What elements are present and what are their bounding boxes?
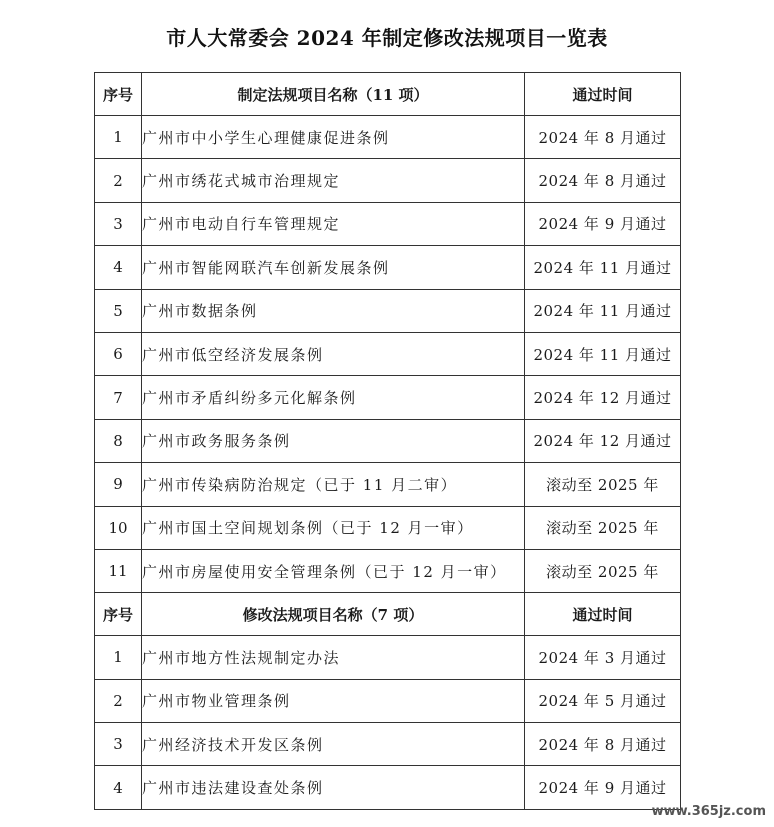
row-name: 广州市低空经济发展条例 [142,332,525,375]
row-time: 2024 年 5 月通过 [525,679,681,722]
row-num: 5 [95,289,142,332]
table-header-amend [95,593,681,636]
row-time: 滚动至 2025 年 [525,549,681,592]
table-row [95,159,681,202]
header-name: 修改法规项目名称（7 项） [142,593,525,636]
table-row [95,419,681,462]
header-time: 通过时间 [525,73,681,116]
row-name: 广州经济技术开发区条例 [142,723,525,766]
row-num: 2 [95,679,142,722]
row-num: 6 [95,332,142,375]
row-num: 1 [95,636,142,679]
row-name: 广州市中小学生心理健康促进条例 [142,116,525,159]
header-num: 序号 [95,593,142,636]
row-num: 10 [95,506,142,549]
row-time: 2024 年 8 月通过 [525,723,681,766]
table-row [95,246,681,289]
row-num: 2 [95,159,142,202]
row-num: 9 [95,463,142,506]
row-name: 广州市绣花式城市治理规定 [142,159,525,202]
row-time: 2024 年 12 月通过 [525,419,681,462]
table-row [95,636,681,679]
row-name: 广州市数据条例 [142,289,525,332]
regulations-table [94,72,681,810]
row-num: 4 [95,246,142,289]
watermark: www.365jz.com [651,804,766,819]
row-num: 7 [95,376,142,419]
table-row [95,332,681,375]
row-time: 2024 年 11 月通过 [525,332,681,375]
row-name: 广州市地方性法规制定办法 [142,636,525,679]
row-name: 广州市矛盾纠纷多元化解条例 [142,376,525,419]
header-num: 序号 [95,73,142,116]
row-num: 4 [95,766,142,809]
table-row [95,463,681,506]
row-time: 2024 年 9 月通过 [525,202,681,245]
row-num: 11 [95,549,142,592]
row-name: 广州市传染病防治规定（已于 11 月二审） [142,463,525,506]
table-header-enact [95,73,681,116]
row-name: 广州市政务服务条例 [142,419,525,462]
document-title: 市人大常委会 2024 年制定修改法规项目一览表 [166,26,608,50]
row-name: 广州市国土空间规划条例（已于 12 月一审） [142,506,525,549]
row-time: 2024 年 11 月通过 [525,289,681,332]
table-row [95,679,681,722]
table-row [95,723,681,766]
row-name: 广州市房屋使用安全管理条例（已于 12 月一审） [142,549,525,592]
table-row [95,289,681,332]
row-time: 2024 年 8 月通过 [525,159,681,202]
table-row [95,506,681,549]
row-num: 1 [95,116,142,159]
row-time: 2024 年 11 月通过 [525,246,681,289]
header-name: 制定法规项目名称（11 项） [142,73,525,116]
row-time: 2024 年 8 月通过 [525,116,681,159]
table-row [95,116,681,159]
row-time: 滚动至 2025 年 [525,506,681,549]
row-name: 广州市智能网联汽车创新发展条例 [142,246,525,289]
row-name: 广州市电动自行车管理规定 [142,202,525,245]
table-row [95,376,681,419]
row-time: 2024 年 12 月通过 [525,376,681,419]
row-time: 2024 年 3 月通过 [525,636,681,679]
table-row [95,549,681,592]
row-num: 3 [95,202,142,245]
table-row [95,202,681,245]
row-name: 广州市违法建设查处条例 [142,766,525,809]
row-time: 滚动至 2025 年 [525,463,681,506]
row-num: 8 [95,419,142,462]
table-row [95,766,681,809]
row-name: 广州市物业管理条例 [142,679,525,722]
header-time: 通过时间 [525,593,681,636]
row-num: 3 [95,723,142,766]
row-time: 2024 年 9 月通过 [525,766,681,809]
